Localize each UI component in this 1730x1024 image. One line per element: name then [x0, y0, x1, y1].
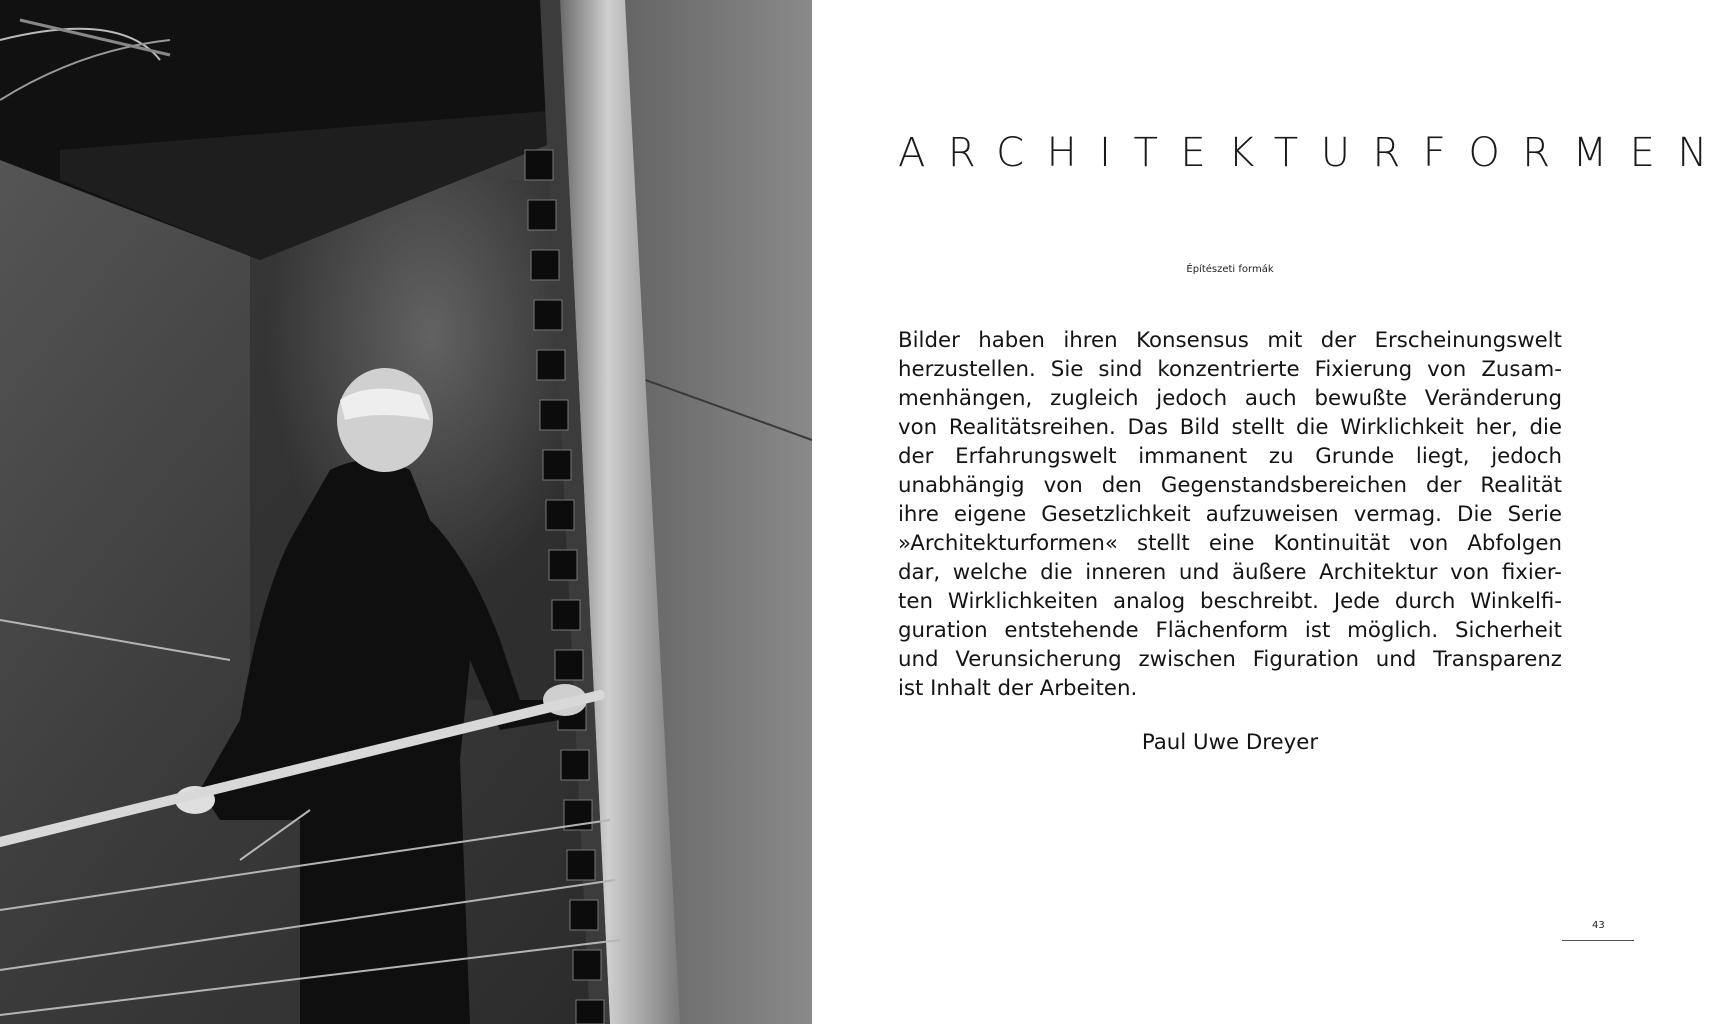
body-line: »Architekturformen« stellt eine Kontinuität von Abfolgen	[898, 531, 1562, 556]
text-page	[812, 0, 1730, 1024]
body-line: der Erfahrungswelt immanent zu Grunde liegt, jedoch	[898, 444, 1562, 469]
body-line: ten Wirklichkeiten analog beschreibt. Jede durch Winkelfi-	[898, 589, 1562, 614]
page-subtitle: Építészeti formák	[1186, 264, 1274, 275]
page-title: ARCHITEKTURFORMEN	[898, 130, 1730, 176]
body-paragraph	[898, 326, 1562, 703]
black-and-white-photo	[0, 0, 812, 1024]
author-name: Paul Uwe Dreyer	[1141, 730, 1319, 755]
body-line: herzustellen. Sie sind konzentrierte Fixierung von Zusam-	[898, 357, 1562, 382]
body-line: guration entstehende Flächenform ist möglich. Sicherheit	[898, 618, 1562, 643]
body-line: Bilder haben ihren Konsensus mit der Erscheinungswelt	[898, 328, 1562, 353]
body-line: dar, welche die inneren und äußere Architektur von fixier-	[898, 560, 1562, 585]
page-number: 43	[1592, 920, 1605, 931]
man-on-staircase-photo	[0, 0, 812, 1024]
body-line: menhängen, zugleich jedoch auch bewußte Veränderung	[898, 386, 1562, 411]
page-number-rule	[1562, 940, 1634, 941]
body-line: von Realitätsreihen. Das Bild stellt die Wirklichkeit her, die	[898, 415, 1562, 440]
body-line: unabhängig von den Gegenstandsbereichen der Realität	[898, 473, 1562, 498]
body-line: ihre eigene Gesetzlichkeit aufzuweisen vermag. Die Serie	[898, 502, 1562, 527]
body-line: ist Inhalt der Arbeiten.	[898, 676, 1138, 701]
body-line: und Verunsicherung zwischen Figuration und Transparenz	[898, 647, 1562, 672]
